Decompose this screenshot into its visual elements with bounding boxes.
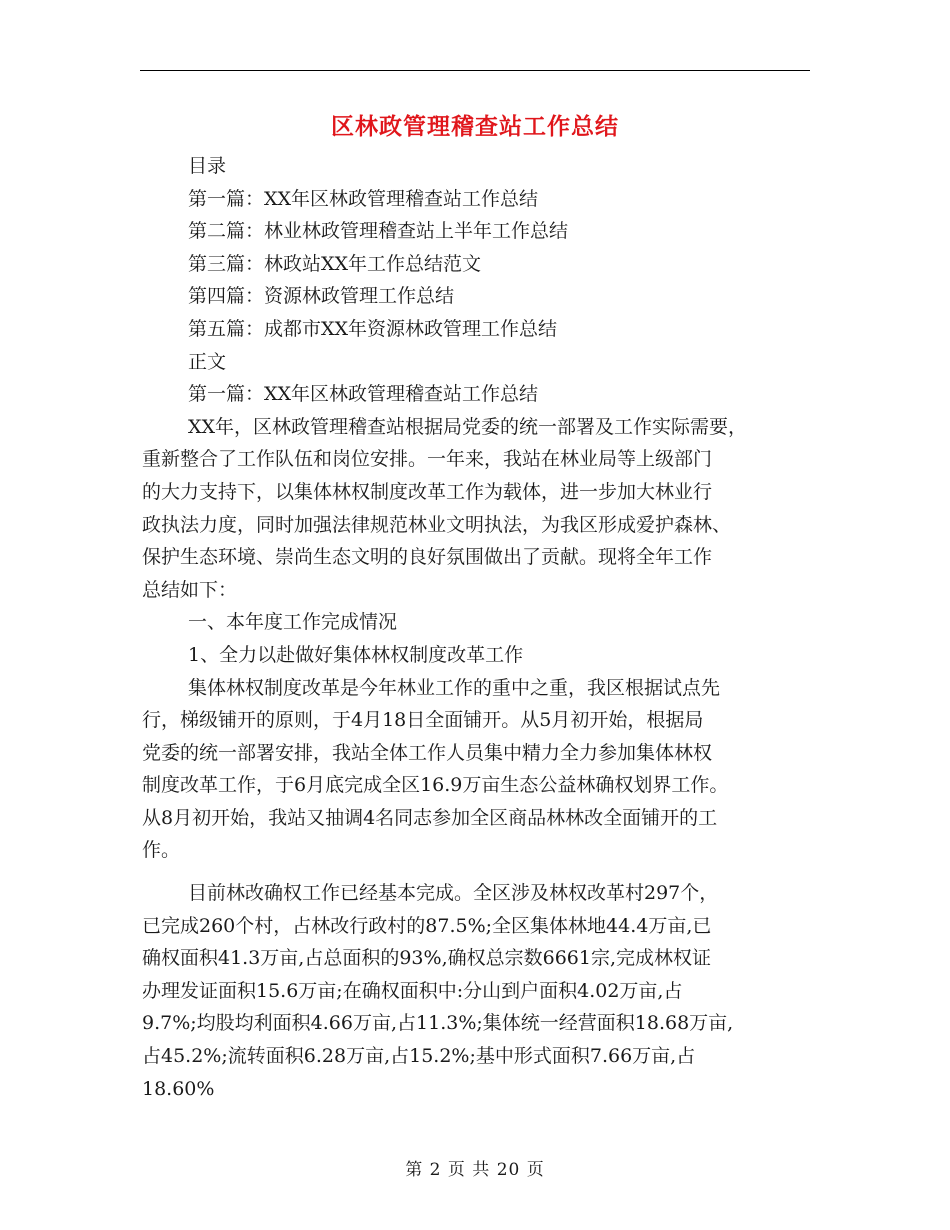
para2-line: 党委的统一部署安排，我站全体工作人员集中精力全力参加集体林权 bbox=[142, 741, 713, 764]
subheading-1: 一、本年度工作完成情况 bbox=[188, 611, 398, 634]
section-title: 第一篇：XX年区林政管理稽查站工作总结 bbox=[188, 383, 539, 406]
para1-line: 保护生态环境、崇尚生态文明的良好氛围做出了贡献。现将全年工作 bbox=[142, 546, 713, 569]
para3-line: 确权面积41.3万亩,占总面积的93%,确权总宗数6661宗,完成林权证 bbox=[142, 947, 712, 970]
para1-line: 总结如下： bbox=[142, 578, 238, 601]
toc-item-1: 第一篇：XX年区林政管理稽查站工作总结 bbox=[188, 187, 539, 210]
toc-item-4: 第四篇：资源林政管理工作总结 bbox=[188, 285, 455, 308]
body-heading: 正文 bbox=[188, 350, 227, 373]
para3-line: 9.7%;均股均利面积4.66万亩,占11.3%;集体统一经营面积18.68万亩, bbox=[142, 1012, 734, 1035]
para3-line: 占45.2%;流转面积6.28万亩,占15.2%;基中形式面积7.66万亩,占 bbox=[142, 1045, 696, 1068]
toc-heading: 目录 bbox=[188, 155, 227, 177]
para2-line: 集体林权制度改革是今年林业工作的重中之重，我区根据试点先 bbox=[188, 676, 721, 699]
toc-item-3: 第三篇：林政站XX年工作总结范文 bbox=[188, 252, 482, 275]
paragraph-gap bbox=[142, 867, 812, 877]
para1-line: XX年，区林政管理稽查站根据局党委的统一部署及工作实际需要， bbox=[188, 415, 748, 438]
para2-line: 作。 bbox=[142, 839, 181, 862]
para3-line: 目前林改确权工作已经基本完成。全区涉及林权改革村297个， bbox=[188, 882, 719, 905]
para3-line: 18.60% bbox=[142, 1077, 215, 1100]
toc-item-5: 第五篇：成都市XX年资源林政管理工作总结 bbox=[188, 317, 558, 340]
para2-line: 制度改革工作，于6月底完成全区16.9万亩生态公益林确权划界工作。 bbox=[142, 774, 729, 797]
page-number: 第 2 页 共 20 页 bbox=[405, 1160, 545, 1180]
para3-line: 办理发证面积15.6万亩;在确权面积中:分山到户面积4.02万亩,占 bbox=[142, 979, 683, 1002]
para1-line: 重新整合了工作队伍和岗位安排。一年来，我站在林业局等上级部门 bbox=[142, 448, 713, 471]
para3-line: 已完成260个村，占林改行政村的87.5%;全区集体林地44.4万亩,已 bbox=[142, 914, 712, 937]
toc-item-2: 第二篇：林业林政管理稽查站上半年工作总结 bbox=[188, 220, 569, 243]
subheading-2: 1、全力以赴做好集体林权制度改革工作 bbox=[188, 643, 524, 666]
document-title: 区林政管理稽查站工作总结 bbox=[331, 113, 619, 140]
para2-line: 从8月初开始，我站又抽调4名同志参加全区商品林林改全面铺开的工 bbox=[142, 806, 718, 829]
para1-line: 政执法力度，同时加强法律规范林业文明执法，为我区形成爱护森林、 bbox=[142, 513, 732, 536]
document-body bbox=[142, 150, 812, 1105]
para2-line: 行，梯级铺开的原则，于4月18日全面铺开。从5月初开始，根据局 bbox=[142, 709, 704, 732]
para1-line: 的大力支持下，以集体林权制度改革工作为载体，进一步加大林业行 bbox=[142, 480, 713, 503]
header-rule bbox=[140, 70, 810, 71]
